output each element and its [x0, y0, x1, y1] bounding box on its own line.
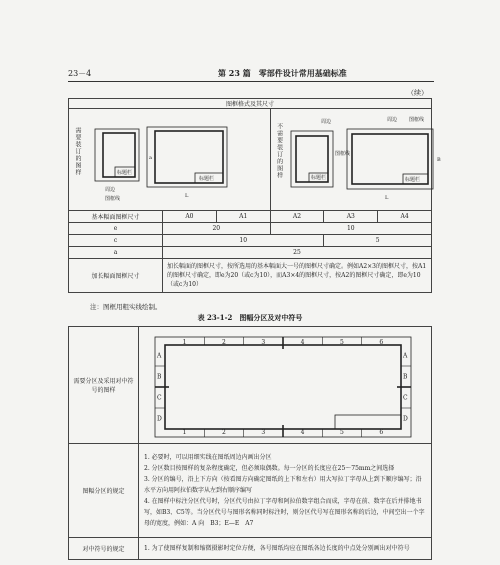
- ext-label: 加长幅面图框尺寸: [69, 259, 163, 293]
- grid-col-label: 5: [340, 429, 344, 436]
- c-value-large: 10: [163, 235, 324, 247]
- zoning-diagram-cell: [139, 327, 432, 444]
- zoning-table: [68, 326, 432, 560]
- frame-format-table: [68, 98, 441, 293]
- chapter-title: 第 23 篇 零部件设计常用基础标准: [218, 68, 347, 78]
- c-label: c: [69, 235, 163, 247]
- row3-text: 1. 为了使图样复制和缩微摄影时定位方便，各号图纸均应在图纸各边长度的中点处分别画出对中符号: [139, 538, 432, 560]
- frame-table-title: 图框格式及其尺寸: [69, 99, 432, 109]
- grid-row-label: C: [403, 394, 408, 402]
- frame-line-label-3: 图框线: [408, 117, 424, 123]
- grid-col-label: 2: [222, 339, 226, 346]
- dim-a-label: a: [149, 155, 152, 161]
- grid-col-label: 5: [340, 339, 344, 346]
- e-value-small: 10: [270, 223, 431, 235]
- grid-col-label: 6: [379, 339, 384, 346]
- dim-L-label-2: L: [384, 195, 388, 201]
- title-block-label-2: 标题栏: [199, 176, 215, 182]
- grid-col-label: 6: [379, 429, 384, 436]
- a-value: 25: [163, 247, 432, 259]
- page-header: [68, 68, 434, 82]
- grid-row-label: D: [157, 415, 162, 423]
- rule-4: 4. 在图样中标注分区代号时，分区代号由拉丁字母和阿拉伯数字组合而成，字母在前、数字在后并排地书写，如B3、C5等。当分区代号与图形名称同时标注时，则分区代号写在图形名称的后边，中间空出一个字母的宽度，例如：A 向 B3；E—E A7: [144, 498, 425, 527]
- grid-col-label: 3: [261, 429, 266, 436]
- frame-line-label: 图框线: [105, 196, 121, 202]
- edge-label-3: 周边: [386, 117, 397, 123]
- grid-row-label: D: [403, 415, 408, 423]
- size-A3: A3: [324, 211, 378, 223]
- size-A2: A2: [270, 211, 324, 223]
- edge-label-2: 周边: [320, 119, 331, 125]
- dim-B-label: B: [436, 157, 441, 163]
- grid-col-label: 2: [222, 429, 226, 436]
- note: 注：图框用粗实线绘制。: [90, 303, 162, 311]
- table2-title: 表 23-1-2 图幅分区及对中符号: [197, 313, 303, 322]
- page-number: 23－4: [68, 69, 92, 78]
- bind-drawing-cell: [69, 109, 271, 211]
- grid-row-label: A: [157, 352, 162, 360]
- size-header: 基本幅面图框尺寸: [69, 211, 163, 223]
- continued-label: （续）: [407, 89, 428, 97]
- nobind-label: 不需要装订的图样: [275, 123, 283, 179]
- rule-3: 3. 分区的编号，沿上下方向（按看图方向确定图纸的上下和左右）用大写拉丁字母从上到下顺序编写；沿水平方向用阿拉伯数字从左到右顺序编写: [144, 476, 422, 494]
- nobind-frame-diagram: [285, 109, 455, 209]
- rule-2: 2. 分区数目按图样的复杂程度确定，但必须取偶数。每一分区的长度应在25～75mm之间选择: [144, 465, 395, 472]
- row2-label: 图幅分区的规定: [69, 444, 139, 538]
- a-label: a: [69, 247, 163, 259]
- edge-label: 周边: [105, 187, 116, 193]
- e-value-large: 20: [163, 223, 271, 235]
- grid-row-label: B: [157, 373, 162, 381]
- grid-col-label: 4: [300, 339, 305, 346]
- grid-col-label: 1: [182, 429, 187, 436]
- title-block-label-3: 标题栏: [310, 175, 326, 181]
- bind-label: 需要装订的图样: [74, 127, 81, 176]
- grid-row-label: A: [403, 352, 408, 360]
- c-value-small: 5: [324, 235, 432, 247]
- row3-label: 对中符号的规定: [69, 538, 139, 560]
- bind-frame-diagram: [85, 109, 235, 209]
- grid-col-label: 1: [182, 339, 187, 346]
- zoning-diagram: [140, 327, 430, 441]
- nobind-drawing-cell: [270, 109, 441, 211]
- row1-label: 需要分区及采用对中符号的图样: [69, 327, 139, 444]
- zoning-rules: [139, 444, 432, 538]
- title-block-label: 标题栏: [117, 170, 133, 176]
- grid-row-label: B: [403, 373, 408, 381]
- ext-text: 加长幅面的图框尺寸，按所选用的基本幅面大一号的图框尺寸确定。例如A2×3的图框尺寸，按A1的图框尺寸确定，即e为20（或c为10），而A3×4的图框尺寸，按A2的图框尺寸确定，即e为10（或c为10）: [163, 259, 432, 293]
- rule-1: 1. 必要时，可以用细实线在图纸周边内画出分区: [144, 454, 272, 461]
- title-block-label-4: 标题栏: [404, 177, 420, 183]
- grid-row-label: C: [157, 394, 162, 402]
- size-A4: A4: [378, 211, 432, 223]
- grid-col-label: 3: [261, 339, 266, 346]
- grid-col-label: 4: [300, 429, 305, 436]
- frame-line-label-2: 图框线: [334, 151, 350, 157]
- size-A1: A1: [216, 211, 270, 223]
- e-label: e: [69, 223, 163, 235]
- dim-L-label: L: [185, 193, 189, 199]
- size-A0: A0: [163, 211, 217, 223]
